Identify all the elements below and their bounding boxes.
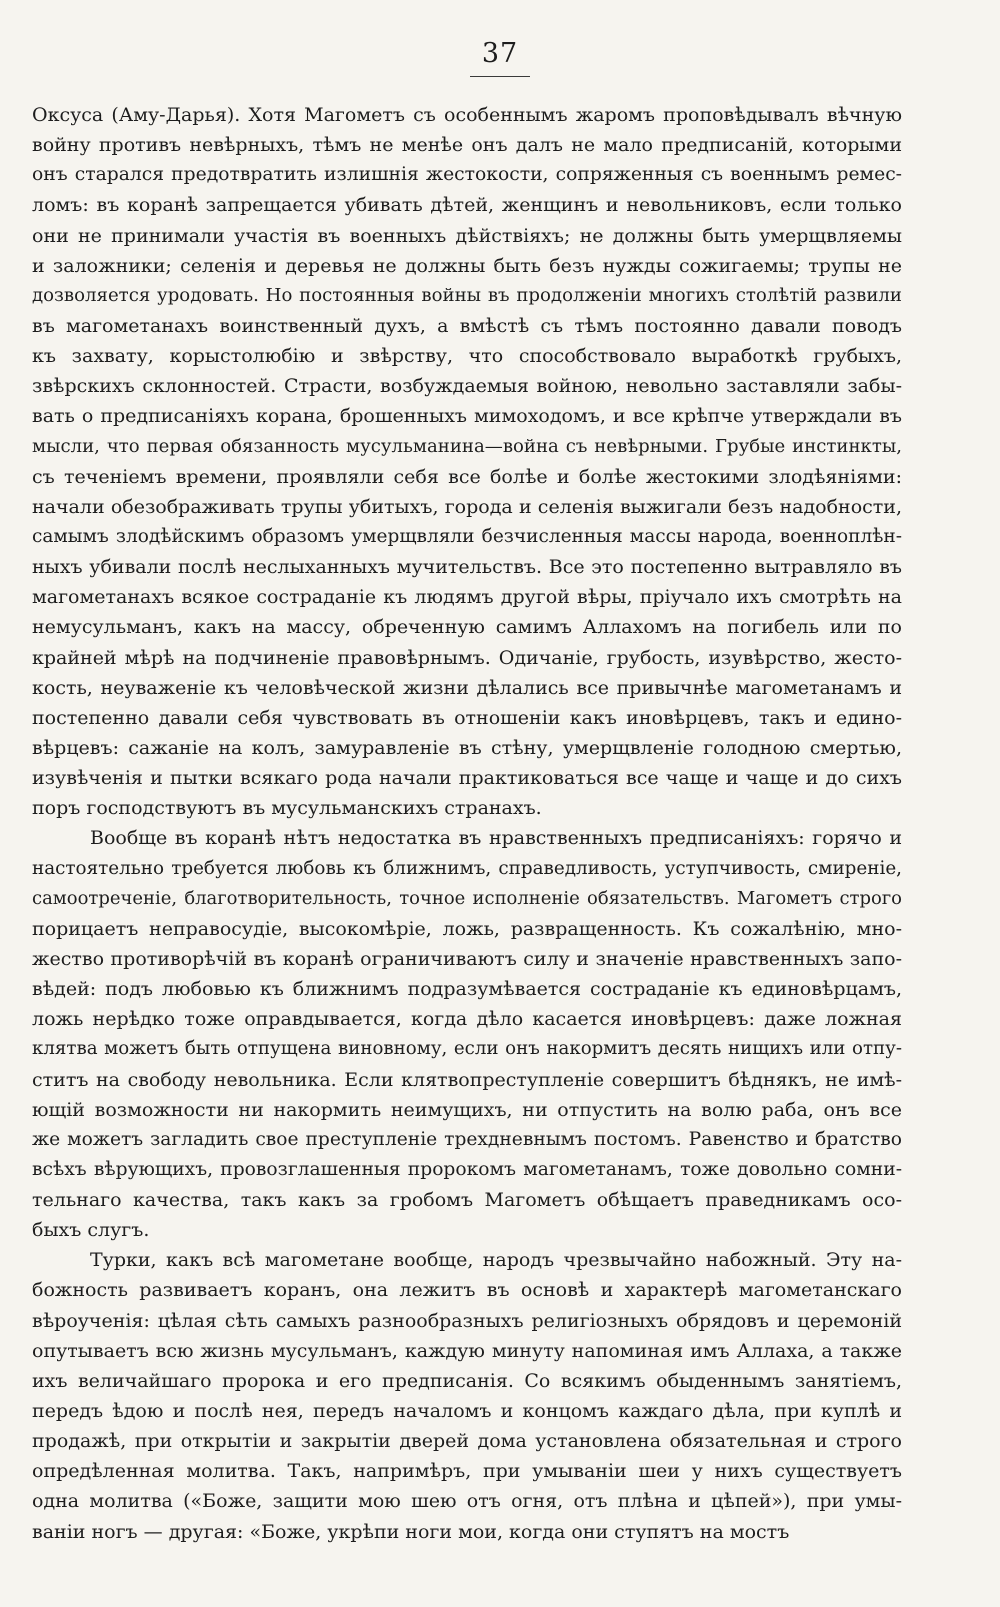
text-line: ститъ на свободу невольника. Если клятвопреступленіе совершитъ бѣднякъ, не имѣ- [32,1068,902,1091]
text-line: и заложники; селенія и деревья не должны быть безъ нужды сожигаемы; трупы не [32,254,902,277]
text-line: быхъ слугъ. [32,1219,150,1242]
page-number: 37 [470,38,530,77]
text-line: самоотреченіе, благотворительность, точное исполненіе обязательствъ. Магометъ строго [32,887,902,909]
text-line: божность развиваетъ коранъ, она лежитъ въ основѣ и характерѣ магометанскаго [32,1279,902,1302]
text-line: клятва можетъ быть отпущена виновному, если онъ накормитъ десять нищихъ или отпу- [32,1038,902,1060]
text-line: самымъ злодѣйскимъ образомъ умерщвляли безчисленныя массы народа, военноплѣн- [32,525,902,547]
text-line: ющій возможности ни накормить неимущихъ, ни отпустить на волю раба, онъ все [32,1098,902,1121]
text-line: звѣрскихъ склонностей. Страсти, возбуждаемыя войною, невольно заставляли забы- [32,375,902,398]
text-line: Вообще въ коранѣ нѣтъ недостатка въ нравственныхъ предписаніяхъ: горячо и [90,827,902,850]
text-line: въ магометанахъ воинственный духъ, а вмѣстѣ съ тѣмъ постоянно давали поводъ [32,314,902,337]
text-line: они не принимали участія въ военныхъ дѣйствіяхъ; не должны быть умерщвляемы [32,224,902,247]
text-line: онъ старался предотвратить излишнія жестокости, сопряженныя съ военнымъ ремес- [32,164,902,186]
text-line: крайней мѣрѣ на подчиненіе правовѣрнымъ. Одичаніе, грубость, изувѣрство, жесто- [32,646,902,669]
text-line: ломъ: въ коранѣ запрещается убивать дѣтей, женщинъ и невольниковъ, если только [32,194,902,217]
text-line: постепенно давали себя чувствовать въ отношеніи какъ иновѣрцевъ, такъ и едино- [32,706,902,729]
paragraph [32,823,902,1245]
text-line: Турки, какъ всѣ магометане вообще, народъ чрезвычайно набожный. Эту на- [90,1249,902,1272]
text-line: кость, неуваженіе къ человѣческой жизни дѣлались все привычнѣе магометанамъ и [32,676,902,699]
text-line: вѣроученія: цѣлая сѣть самыхъ разнообразныхъ религіозныхъ обрядовъ и церемоній [32,1309,902,1332]
paragraph [32,100,902,823]
text-line: опутываетъ всю жизнь мусульманъ, каждую минуту напоминая имъ Аллаха, а также [32,1339,902,1362]
text-line: изувѣченія и пытки всякаго рода начали практиковаться все чаще и чаще и до сихъ [32,767,902,790]
text-line: ныхъ убивали послѣ неслыханныхъ мучительствъ. Все это постепенно вытравляло въ [32,556,902,579]
paragraph [32,1245,902,1546]
text-line: порицаетъ неправосудіе, высокомѣріе, ложь, развращенность. Къ сожалѣнію, мно- [32,917,902,940]
text-line: ложь нерѣдко тоже оправдывается, когда дѣло касается иновѣрцевъ: даже ложная [32,1008,902,1031]
text-line: жество противорѣчій въ коранѣ ограничиваютъ силу и значеніе нравственныхъ запо- [32,947,902,970]
text-line: Оксуса (Аму-Дарья). Хотя Магометъ съ особеннымъ жаромъ проповѣдывалъ вѣчную [32,104,902,126]
text-line: мысли, что первая обязанность мусульманина—война съ невѣрными. Грубые инстинкты, [32,435,902,457]
text-line: немусульманъ, какъ на массу, обреченную самимъ Аллахомъ на погибель или по [32,616,902,639]
text-line: вѣдей: подъ любовью къ ближнимъ подразумѣвается состраданіе къ единовѣрцамъ, [32,978,902,1001]
text-line: всѣхъ вѣрующихъ, провозглашенныя пророкомъ магометанамъ, тоже довольно сомни- [32,1158,902,1180]
page-header [0,38,1000,77]
text-line: поръ господствуютъ въ мусульманскихъ странахъ. [32,797,542,820]
text-line: настоятельно требуется любовь къ ближнимъ, справедливость, уступчивость, смиреніе, [32,857,902,879]
text-line: магометанахъ всякое состраданіе къ людямъ другой вѣры, пріучало ихъ смотрѣть на [32,586,902,609]
text-line: ихъ величайшаго пророка и его предписанія. Со всякимъ обыденнымъ занятіемъ, [32,1369,902,1392]
text-line: вать о предписаніяхъ корана, брошенныхъ мимоходомъ, и все крѣпче утверждали въ [32,405,902,428]
text-line: съ теченіемъ времени, проявляли себя все болѣе и болѣе жестокими злодѣяніями: [32,465,902,488]
text-line: начали обезображивать трупы убитыхъ, города и селенія выжигали безъ надобности, [32,495,902,518]
text-line: дозволяется уродовать. Но постоянныя войны въ продолженіи многихъ столѣтій развили [32,284,902,306]
text-line: же можетъ загладить свое преступленіе трехдневнымъ постомъ. Равенство и братство [32,1128,902,1150]
text-line: опредѣленная молитва. Такъ, напримѣръ, при умываніи шеи у нихъ существуетъ [32,1460,902,1483]
text-line: войну противъ невѣрныхъ, тѣмъ не менѣе онъ далъ не мало предписаній, которыми [32,134,902,157]
text-line: ваніи ногъ — другая: «Боже, укрѣпи ноги мои, когда они ступятъ на мостъ [32,1520,790,1543]
text-line: одна молитва («Боже, защити мою шею отъ огня, отъ плѣна и цѣпей»), при умы- [32,1490,902,1513]
body-text [32,100,902,1547]
text-line: передъ ѣдою и послѣ нея, передъ началомъ и концомъ каждаго дѣла, при куплѣ и [32,1400,902,1423]
text-line: вѣрцевъ: сажаніе на колъ, замуравленіе въ стѣну, умерщвленіе голодною смертью, [32,736,902,759]
text-line: продажѣ, при открытіи и закрытіи дверей дома установлена обязательная и строго [32,1430,902,1453]
text-line: тельнаго качества, такъ какъ за гробомъ Магометъ обѣщаетъ праведникамъ осо- [32,1189,902,1212]
text-line: къ захвату, корыстолюбію и звѣрству, что способствовало выработкѣ грубыхъ, [32,345,902,368]
